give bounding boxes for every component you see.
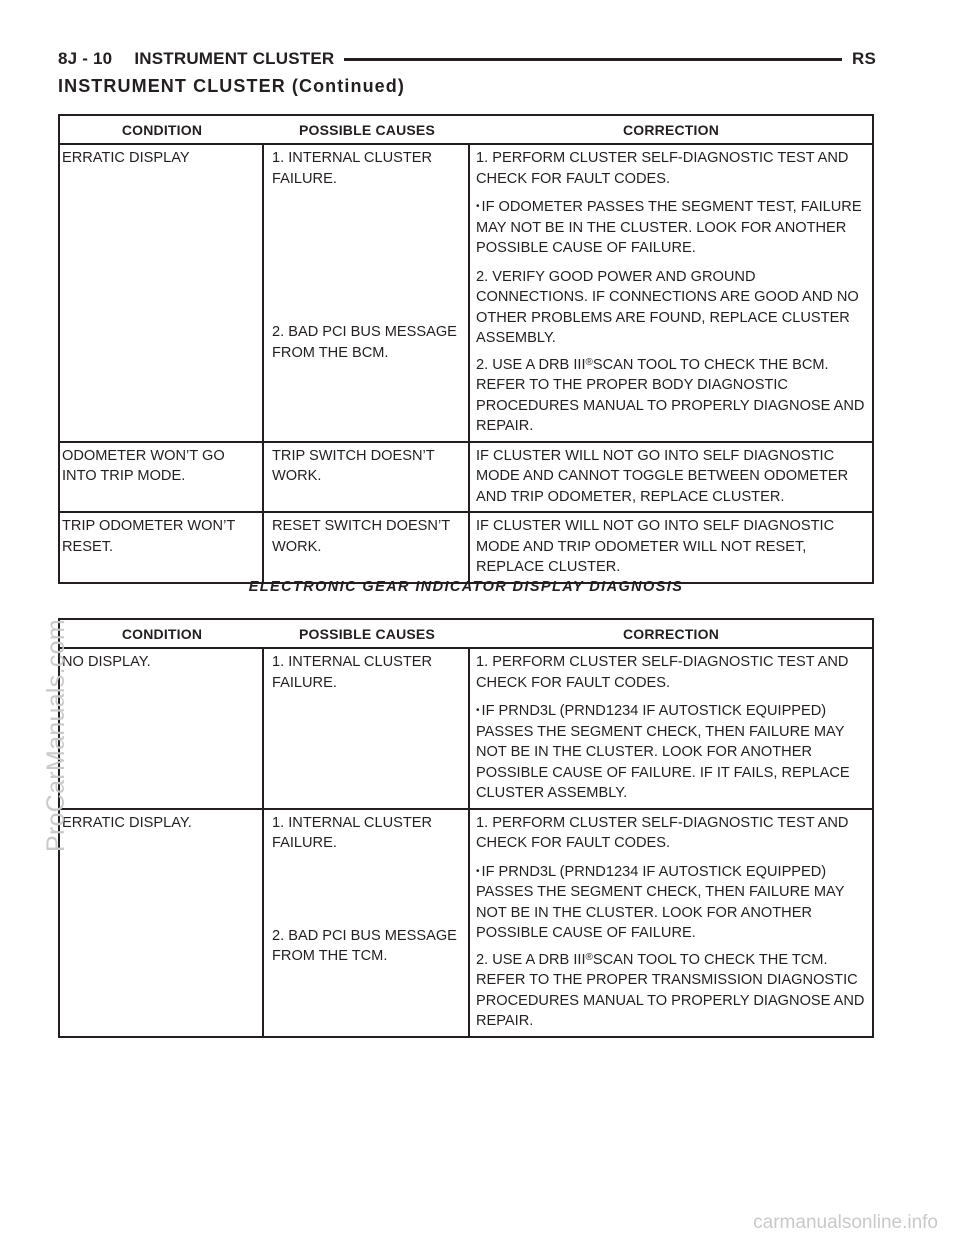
correction-bullet-paragraph: [476, 701, 868, 804]
correction-cell: [470, 810, 872, 1036]
table-row: [60, 145, 872, 443]
correction-text: 2. USE A DRB III: [476, 356, 586, 373]
section-name: INSTRUMENT CLUSTER: [134, 49, 335, 68]
correction-text: 1. PERFORM CLUSTER SELF-DIAGNOSTIC TEST AND CHECK FOR FAULT CODES.: [476, 150, 849, 187]
table-row: [60, 513, 872, 582]
condition-cell: ERRATIC DISPLAY.: [60, 810, 264, 1036]
correction-paragraph: [476, 353, 868, 437]
table-row: [60, 443, 872, 514]
column-header-causes: POSSIBLE CAUSES: [298, 121, 436, 138]
bullet-icon: •: [476, 705, 480, 716]
correction-text: IF ODOMETER PASSES THE SEGMENT TEST, FAILURE MAY NOT BE IN THE CLUSTER. LOOK FOR ANOTHER POSSIBLE CAUSE OF FAILURE.: [476, 199, 862, 256]
model-code: RS: [851, 49, 876, 68]
correction-text: IF PRND3L (PRND1234 IF AUTOSTICK EQUIPPED) PASSES THE SEGMENT CHECK, THEN FAILURE MAY NOT BE IN THE CLUSTER. LOOK FOR ANOTHER POSSIBLE CAUSE OF FAILURE. IF IT FAILS, REPLACE CLUSTER ASSEMBLY.: [476, 703, 850, 801]
table-row: [60, 649, 872, 810]
correction-text: 2. VERIFY GOOD POWER AND GROUND CONNECTIONS. IF CONNECTIONS ARE GOOD AND NO OTHER PROBLEMS ARE FOUND, REPLACE CLUSTER ASSEMBLY.: [476, 268, 859, 346]
correction-cell: [470, 145, 872, 441]
continued-heading: INSTRUMENT CLUSTER (Continued): [58, 76, 405, 96]
condition-cell: ODOMETER WON’T GO INTO TRIP MODE.: [60, 443, 264, 512]
column-header-condition: CONDITION: [121, 121, 203, 138]
causes-cell: TRIP SWITCH DOESN’T WORK.: [264, 443, 470, 512]
correction-bullet-paragraph: [476, 197, 868, 259]
page-header: [58, 48, 876, 70]
causes-cell: [264, 810, 470, 1036]
cause-text: 2. BAD PCI BUS MESSAGE FROM THE TCM.: [272, 927, 457, 964]
condition-cell: NO DISPLAY.: [60, 649, 264, 808]
correction-cell: IF CLUSTER WILL NOT GO INTO SELF DIAGNOSTIC MODE AND TRIP ODOMETER WILL NOT RESET, REPLACE CLUSTER.: [476, 518, 835, 575]
condition-cell: TRIP ODOMETER WON’T RESET.: [60, 513, 264, 582]
correction-text: 1. PERFORM CLUSTER SELF-DIAGNOSTIC TEST AND CHECK FOR FAULT CODES.: [476, 654, 849, 691]
cause-text: 1. INTERNAL CLUSTER FAILURE.: [272, 814, 433, 851]
cause-text: 2. BAD PCI BUS MESSAGE FROM THE BCM.: [272, 324, 457, 361]
diagnosis-table-cluster: [58, 114, 874, 584]
correction-text: 2. USE A DRB III: [476, 951, 586, 968]
condition-cell: ERRATIC DISPLAY: [60, 145, 264, 441]
causes-cell: RESET SWITCH DOESN’T WORK.: [264, 513, 470, 582]
cause-text: 1. INTERNAL CLUSTER FAILURE.: [272, 150, 433, 187]
watermark-left: [0, 0, 70, 1242]
table-header-row: [60, 116, 872, 145]
bullet-icon: •: [476, 201, 480, 212]
bullet-icon: •: [476, 865, 480, 877]
column-header-causes: POSSIBLE CAUSES: [298, 625, 436, 642]
correction-text: IF PRND3L (PRND1234 IF AUTOSTICK EQUIPPED) PASSES THE SEGMENT CHECK, THEN FAILURE MAY NOT BE IN THE CLUSTER. LOOK FOR ANOTHER POSSIBLE CAUSE OF FAILURE.: [476, 863, 845, 941]
section-title: ELECTRONIC GEAR INDICATOR DISPLAY DIAGNOSIS: [248, 579, 684, 595]
registered-icon: ®: [585, 356, 593, 368]
causes-cell: [264, 145, 470, 441]
correction-paragraph: [476, 948, 868, 1032]
header-rule: [344, 58, 842, 61]
table-row: [60, 810, 872, 1036]
column-header-condition: CONDITION: [121, 625, 203, 642]
correction-text: SCAN TOOL TO CHECK THE BCM. REFER TO THE PROPER BODY DIAGNOSTIC PROCEDURES MANUAL TO PROPERLY DIAGNOSE AND REPAIR.: [476, 356, 865, 434]
causes-cell: 1. INTERNAL CLUSTER FAILURE.: [264, 649, 470, 808]
page-number: 8J - 10: [58, 49, 113, 68]
watermark-text: ProCarManuals.com: [42, 619, 70, 852]
registered-icon: ®: [585, 951, 593, 963]
correction-text: 1. PERFORM CLUSTER SELF-DIAGNOSTIC TEST AND CHECK FOR FAULT CODES.: [476, 814, 849, 851]
column-header-correction: CORRECTION: [622, 625, 720, 642]
column-header-correction: CORRECTION: [622, 121, 720, 138]
correction-text: SCAN TOOL TO CHECK THE TCM. REFER TO THE PROPER TRANSMISSION DIAGNOSTIC PROCEDURES MANUAL TO PROPERLY DIAGNOSE AND REPAIR.: [476, 951, 865, 1029]
table-header-row: [60, 620, 872, 649]
correction-cell: [470, 649, 872, 808]
correction-cell: IF CLUSTER WILL NOT GO INTO SELF DIAGNOSTIC MODE AND CANNOT TOGGLE BETWEEN ODOMETER AND TRIP ODOMETER, REPLACE CLUSTER.: [476, 447, 849, 505]
watermark-bottom: carmanualsonline.info: [753, 1212, 938, 1233]
correction-bullet-paragraph: [476, 862, 868, 944]
diagnosis-table-gear-indicator: [58, 618, 874, 1038]
